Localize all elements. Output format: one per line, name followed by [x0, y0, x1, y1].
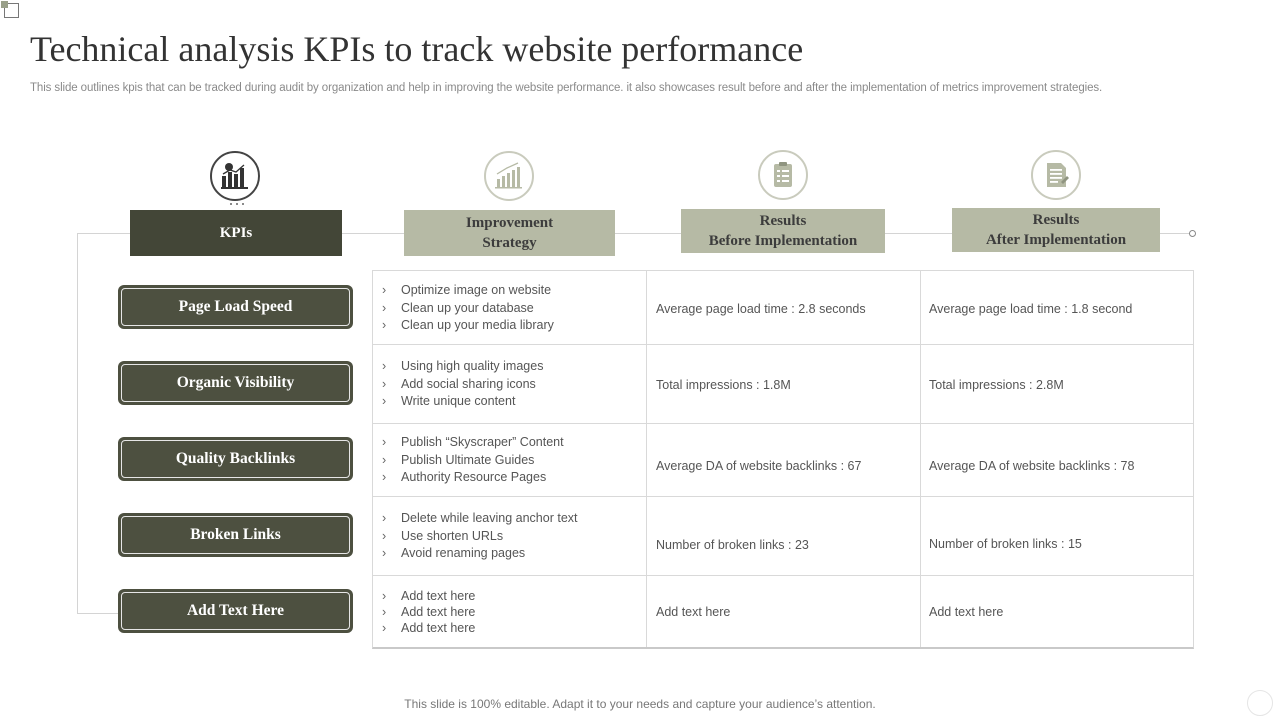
list-item: › Add text here — [382, 604, 475, 620]
column-header-kpis — [130, 210, 342, 256]
table-divider — [646, 271, 647, 647]
list-item: › Clean up your database — [382, 300, 554, 318]
column-header-line2: Before Implementation — [708, 233, 858, 249]
list-item: › Clean up your media library — [382, 317, 554, 335]
column-header-label: KPIs — [219, 225, 253, 241]
list-item: › Write unique content — [382, 393, 543, 411]
column-header-improvement-strategy — [404, 210, 615, 256]
list-item: › Add social sharing icons — [382, 376, 543, 394]
column-header-results-before — [681, 209, 885, 253]
strategy-list — [382, 434, 564, 487]
kpi-button-add-text-here — [118, 589, 353, 633]
result-after-value: Average page load time : 1.8 second — [929, 302, 1133, 316]
kpi-button-organic-visibility — [118, 361, 353, 405]
table-divider — [373, 496, 1193, 497]
kpi-button-page-load-speed — [118, 285, 353, 329]
result-before-value: Average DA of website backlinks : 67 — [656, 459, 862, 473]
result-before-value: Average page load time : 2.8 seconds — [656, 302, 866, 316]
result-after-value: Number of broken links : 15 — [929, 537, 1082, 551]
column-header-line2: After Implementation — [985, 232, 1127, 248]
column-header-line1: Results — [759, 213, 807, 229]
page-title: Technical analysis KPIs to track website performance — [30, 29, 804, 69]
result-after-value: Average DA of website backlinks : 78 — [929, 459, 1135, 473]
kpi-label: Broken Links — [121, 516, 350, 554]
strategy-list — [382, 282, 554, 335]
table-divider — [373, 344, 1193, 345]
list-item: › Using high quality images — [382, 358, 543, 376]
kpi-label: Page Load Speed — [121, 288, 350, 326]
column-header-line1: Results — [1032, 212, 1080, 228]
list-item: › Authority Resource Pages — [382, 469, 564, 487]
column-header-line1: Improvement — [465, 215, 554, 231]
footer-circle — [1247, 690, 1273, 716]
table-divider — [373, 423, 1193, 424]
document-report-icon — [1031, 150, 1081, 200]
clipboard-checklist-icon — [758, 150, 808, 200]
strategy-list — [382, 588, 475, 636]
result-before-value: Total impressions : 1.8M — [656, 378, 791, 392]
table-divider — [920, 271, 921, 647]
bar-chart-icon — [210, 151, 260, 201]
growth-chart-icon — [484, 151, 534, 201]
page-subtitle: This slide outlines kpis that can be tracked during audit by organization and help in improving the website performance. it also showcases result before and after the implementation of metrics improvement strategies. — [30, 82, 1103, 94]
corner-marker — [4, 3, 19, 18]
list-item: › Publish “Skyscraper” Content — [382, 434, 564, 452]
list-item: › Add text here — [382, 588, 475, 604]
kpi-button-quality-backlinks — [118, 437, 353, 481]
kpi-label: Quality Backlinks — [121, 440, 350, 478]
list-item: › Publish Ultimate Guides — [382, 452, 564, 470]
kpi-label: Organic Visibility — [121, 364, 350, 402]
column-header-line2: Strategy — [482, 235, 537, 251]
result-after-value: Add text here — [929, 605, 1004, 619]
list-item: › Delete while leaving anchor text — [382, 510, 578, 528]
connector-line-vertical — [77, 233, 78, 614]
table-divider — [373, 575, 1193, 576]
result-before-value: Number of broken links : 23 — [656, 538, 809, 552]
kpi-label: Add Text Here — [121, 592, 350, 630]
result-after-value: Total impressions : 2.8M — [929, 378, 1064, 392]
list-item: › Add text here — [382, 620, 475, 636]
connector-end-dot — [1189, 230, 1196, 237]
list-item: › Use shorten URLs — [382, 528, 578, 546]
strategy-list — [382, 358, 543, 411]
strategy-list — [382, 510, 578, 563]
connector-line-bottom — [77, 613, 121, 614]
list-item: › Optimize image on website — [382, 282, 554, 300]
result-before-value: Add text here — [656, 605, 731, 619]
list-item: › Avoid renaming pages — [382, 545, 578, 563]
footer-note: This slide is 100% editable. Adapt it to your needs and capture your audience’s attention. — [404, 697, 876, 711]
kpi-button-broken-links — [118, 513, 353, 557]
column-header-results-after — [952, 208, 1160, 252]
